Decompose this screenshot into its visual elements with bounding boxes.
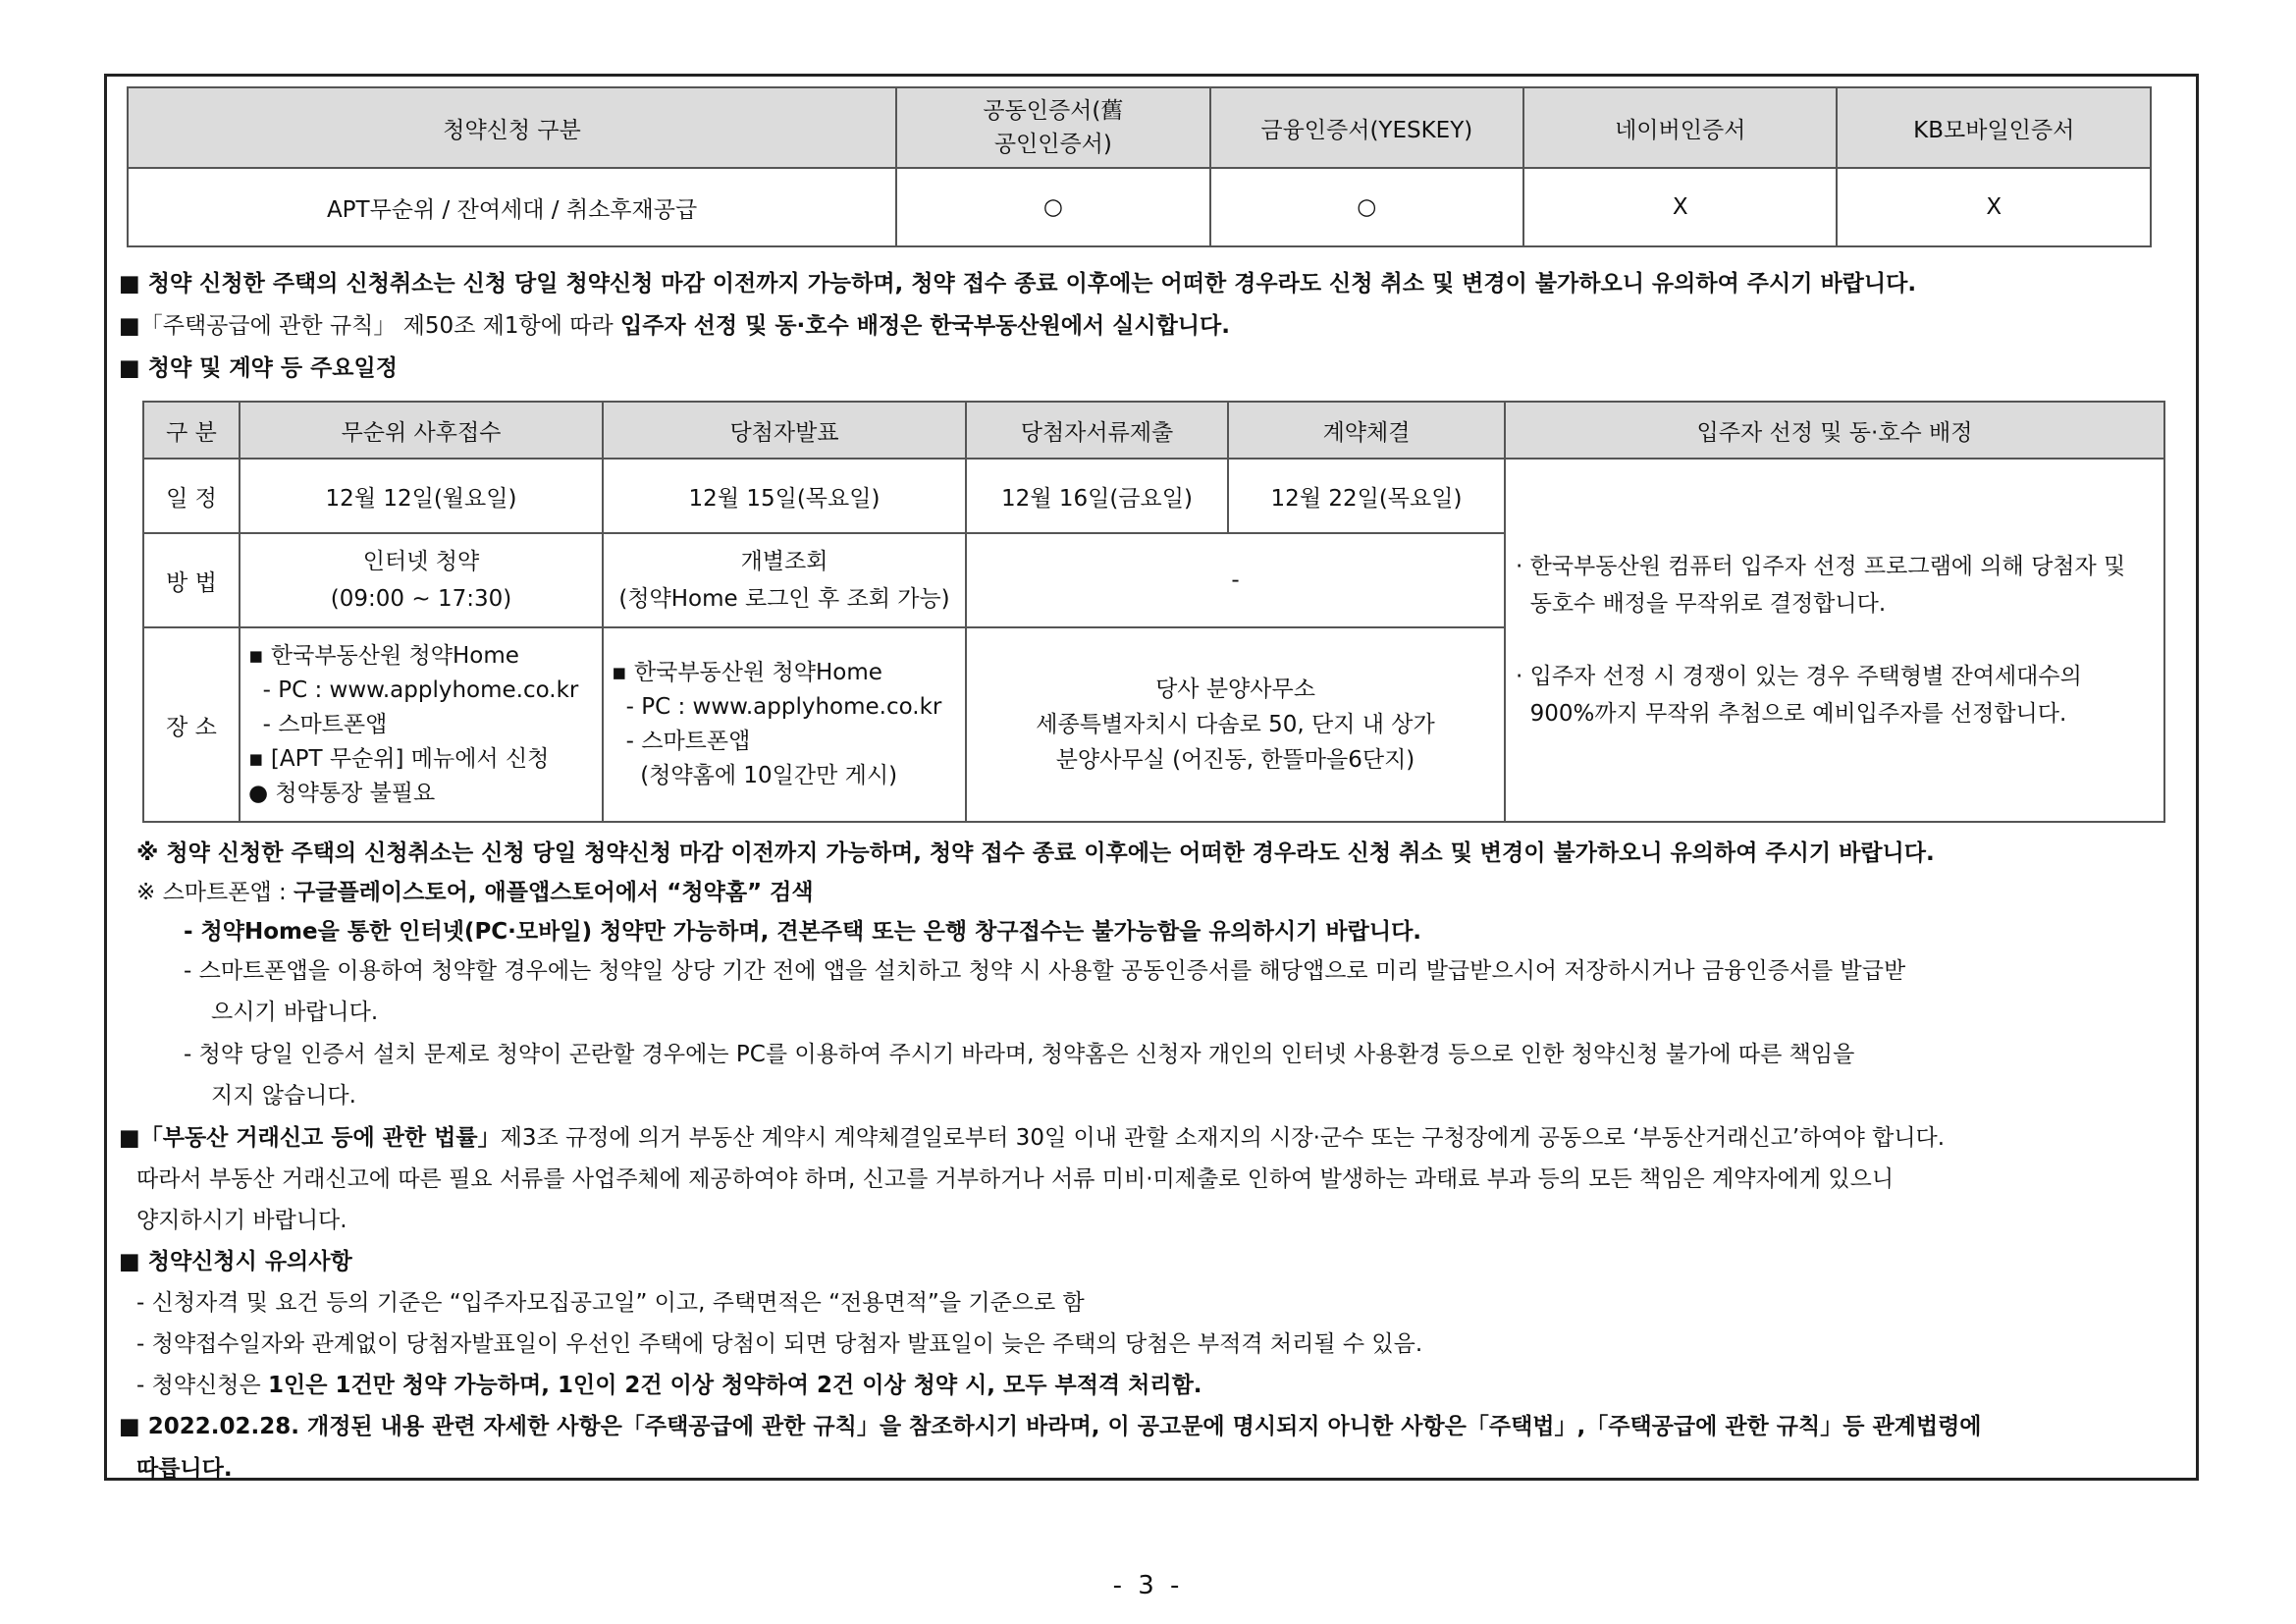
amendment-notice: ■ 2022.02.28. 개정된 내용 관련 자세한 사항은「주택공급에 관한 규칙」을 참조하시기 바라며, 이 공고문에 명시되지 아니한 사항은「주택법」,「주택공급에 관한 규칙」등 관계법령에 xyxy=(119,1414,1982,1439)
cert-header-cell: KB모바일인증서 xyxy=(1837,87,2151,168)
notice-frame xyxy=(104,74,2199,1481)
place-line: 당사 분양사무소 xyxy=(1155,677,1315,702)
schedule-date-row xyxy=(143,459,2164,533)
assign-note-line: · 입주자 선정 시 경쟁이 있는 경우 주택형별 잔여세대수의 xyxy=(1516,664,2082,689)
cert-cell: X xyxy=(1837,168,2151,246)
place-line: 분양사무실 (어진동, 한뜰마을6단지) xyxy=(1055,747,1415,773)
place-line: - PC : www.applyhome.co.kr xyxy=(612,694,942,720)
place-line: ▪ 한국부동산원 청약Home xyxy=(612,660,882,685)
cert-cell: ○ xyxy=(1210,168,1523,246)
real-estate-report-line: 양지하시기 바랍니다. xyxy=(136,1208,347,1233)
cert-header-cell: 공동인증서(舊 공인인증서) xyxy=(896,87,1209,168)
smartphone-note-bold: 구글플레이스토어, 애플앱스토어에서 “청약홈” 검색 xyxy=(294,880,814,905)
method-cell xyxy=(603,533,966,627)
assign-notes xyxy=(1505,459,2164,822)
law-name: ■「부동산 거래신고 등에 관한 법률」 xyxy=(119,1125,501,1151)
internet-only-note: - 청약Home을 통한 인터넷(PC·모바일) 청약만 가능하며, 견본주택 또는 은행 창구접수는 불가능함을 유의하시기 바랍니다. xyxy=(184,919,1422,945)
date-cell: 12월 16일(금요일) xyxy=(966,459,1228,533)
assign-note-line: · 한국부동산원 컴퓨터 입주자 선정 프로그램에 의해 당첨자 및 xyxy=(1516,554,2126,579)
app-note-line: - 스마트폰앱을 이용하여 청약할 경우에는 청약일 상당 기간 전에 앱을 설치하고 청약 시 사용할 공동인증서를 해당앱으로 미리 발급받으시어 저장하시거나 금융인증서를 발급받 xyxy=(184,958,1906,984)
cert-issue-note-line: - 청약 당일 인증서 설치 문제로 청약이 곤란할 경우에는 PC를 이용하여 주시기 바라며, 청약홈은 신청자 개인의 인터넷 사용환경 등으로 인한 청약신청 불가에 따른 책임을 xyxy=(184,1042,1855,1067)
selection-notice xyxy=(119,305,2184,348)
caution-item-bold: 1인은 1건만 청약 가능하며, 1인이 2건 이상 청약하여 2건 이상 청약 시, 모두 부적격 처리함. xyxy=(268,1373,1202,1398)
place-line: 세종특별자치시 다솜로 50, 단지 내 상가 xyxy=(1036,712,1435,737)
place-cell xyxy=(966,627,1505,822)
amendment-notice-line: 따릅니다. xyxy=(136,1456,233,1482)
smartphone-note-lead: ※ 스마트폰앱 : xyxy=(136,880,294,905)
assign-note-gap xyxy=(1516,623,2158,658)
place-line: (청약홈에 10일간만 게시) xyxy=(612,763,898,788)
place-cell xyxy=(603,627,966,822)
date-cell: 12월 22일(목요일) xyxy=(1228,459,1505,533)
place-line: - PC : www.applyhome.co.kr xyxy=(248,677,579,703)
app-note-line: 으시기 바랍니다. xyxy=(211,1000,379,1025)
selection-notice-bold: 입주자 선정 및 동·호수 배정은 한국부동산원에서 실시합니다. xyxy=(620,313,1230,339)
place-line: ● 청약통장 불필요 xyxy=(248,780,436,806)
certificate-table xyxy=(127,86,2152,247)
page-number: - 3 - xyxy=(1112,1571,1184,1600)
cert-header-cell: 네이버인증서 xyxy=(1523,87,1837,168)
schedule-header-cell: 구 분 xyxy=(143,402,240,459)
cert-data-row xyxy=(128,168,2151,246)
place-cell xyxy=(240,627,603,822)
cert-issue-note-line: 지지 않습니다. xyxy=(211,1083,356,1109)
schedule-table xyxy=(142,401,2165,823)
assign-note-line: 900%까지 무작위 추첨으로 예비입주자를 선정합니다. xyxy=(1516,701,2067,727)
caution-item-lead: - 청약신청은 xyxy=(136,1373,269,1398)
selection-notice-lead: ■「주택공급에 관한 규칙」 제50조 제1항에 따라 xyxy=(119,313,620,339)
method-cell: - xyxy=(966,533,1505,627)
cert-cell: APT무순위 / 잔여세대 / 취소후재공급 xyxy=(128,168,896,246)
method-line: 개별조회 xyxy=(740,549,828,574)
schedule-header-cell: 당첨자발표 xyxy=(603,402,966,459)
cancel-notice: ■ 청약 신청한 주택의 신청취소는 신청 당일 청약신청 마감 이전까지 가능하며, 청약 접수 종료 이후에는 어떠한 경우라도 신청 취소 및 변경이 불가하오니 유의하여 주시기 바랍니다. xyxy=(119,271,1917,297)
method-cell xyxy=(240,533,603,627)
real-estate-report-notice xyxy=(119,1117,2184,1160)
method-line: (청약Home 로그인 후 조회 가능) xyxy=(618,586,950,612)
cert-header-cell: 금융인증서(YESKEY) xyxy=(1210,87,1523,168)
schedule-header-cell: 당첨자서류제출 xyxy=(966,402,1228,459)
place-line: - 스마트폰앱 xyxy=(248,711,388,737)
schedule-header-row xyxy=(143,402,2164,459)
schedule-heading: ■ 청약 및 계약 등 주요일정 xyxy=(119,355,398,381)
caution-item: - 신청자격 및 요건 등의 기준은 “입주자모집공고일” 이고, 주택면적은 “전용면적”을 기준으로 함 xyxy=(136,1290,1085,1316)
schedule-header-cell: 계약체결 xyxy=(1228,402,1505,459)
smartphone-note xyxy=(136,872,2184,914)
caution-item: - 청약접수일자와 관계없이 당첨자발표일이 우선인 주택에 당첨이 되면 당첨자 발표일이 늦은 주택의 당첨은 부적격 처리될 수 있음. xyxy=(136,1331,1423,1357)
caution-item xyxy=(136,1365,2184,1407)
caution-heading: ■ 청약신청시 유의사항 xyxy=(119,1249,352,1274)
method-line: (09:00 ~ 17:30) xyxy=(330,586,512,612)
schedule-header-cell: 무순위 사후접수 xyxy=(240,402,603,459)
assign-note-line: 동호수 배정을 무작위로 결정합니다. xyxy=(1516,591,1887,617)
real-estate-report-line: 따라서 부동산 거래신고에 따른 필요 서류를 사업주체에 제공하여야 하며, 신고를 거부하거나 서류 미비·미제출로 인하여 발생하는 과태료 부과 등의 모든 책임은 계약자에게 있으니 xyxy=(136,1166,1895,1192)
date-cell: 12월 15일(목요일) xyxy=(603,459,966,533)
place-line: ▪ [APT 무순위] 메뉴에서 신청 xyxy=(248,745,550,772)
cert-header-row xyxy=(128,87,2151,168)
cancel-note: ※ 청약 신청한 주택의 신청취소는 신청 당일 청약신청 마감 이전까지 가능하며, 청약 접수 종료 이후에는 어떠한 경우라도 신청 취소 및 변경이 불가하오니 유의하여 주시기 바랍니다. xyxy=(136,840,1935,866)
row-label: 방 법 xyxy=(143,533,240,627)
row-label: 일 정 xyxy=(143,459,240,533)
date-cell: 12월 12일(월요일) xyxy=(240,459,603,533)
row-label: 장 소 xyxy=(143,627,240,822)
place-line: ▪ 한국부동산원 청약Home xyxy=(248,642,519,669)
cert-cell: ○ xyxy=(896,168,1209,246)
cert-header-cell: 청약신청 구분 xyxy=(128,87,896,168)
schedule-header-cell: 입주자 선정 및 동·호수 배정 xyxy=(1505,402,2164,459)
method-line: 인터넷 청약 xyxy=(362,549,480,574)
cert-cell: X xyxy=(1523,168,1837,246)
law-text: 제3조 규정에 의거 부동산 계약시 계약체결일로부터 30일 이내 관할 소재지의 시장·군수 또는 구청장에게 공동으로 ‘부동산거래신고’하여야 합니다. xyxy=(500,1125,1946,1151)
place-line: - 스마트폰앱 xyxy=(612,729,751,754)
